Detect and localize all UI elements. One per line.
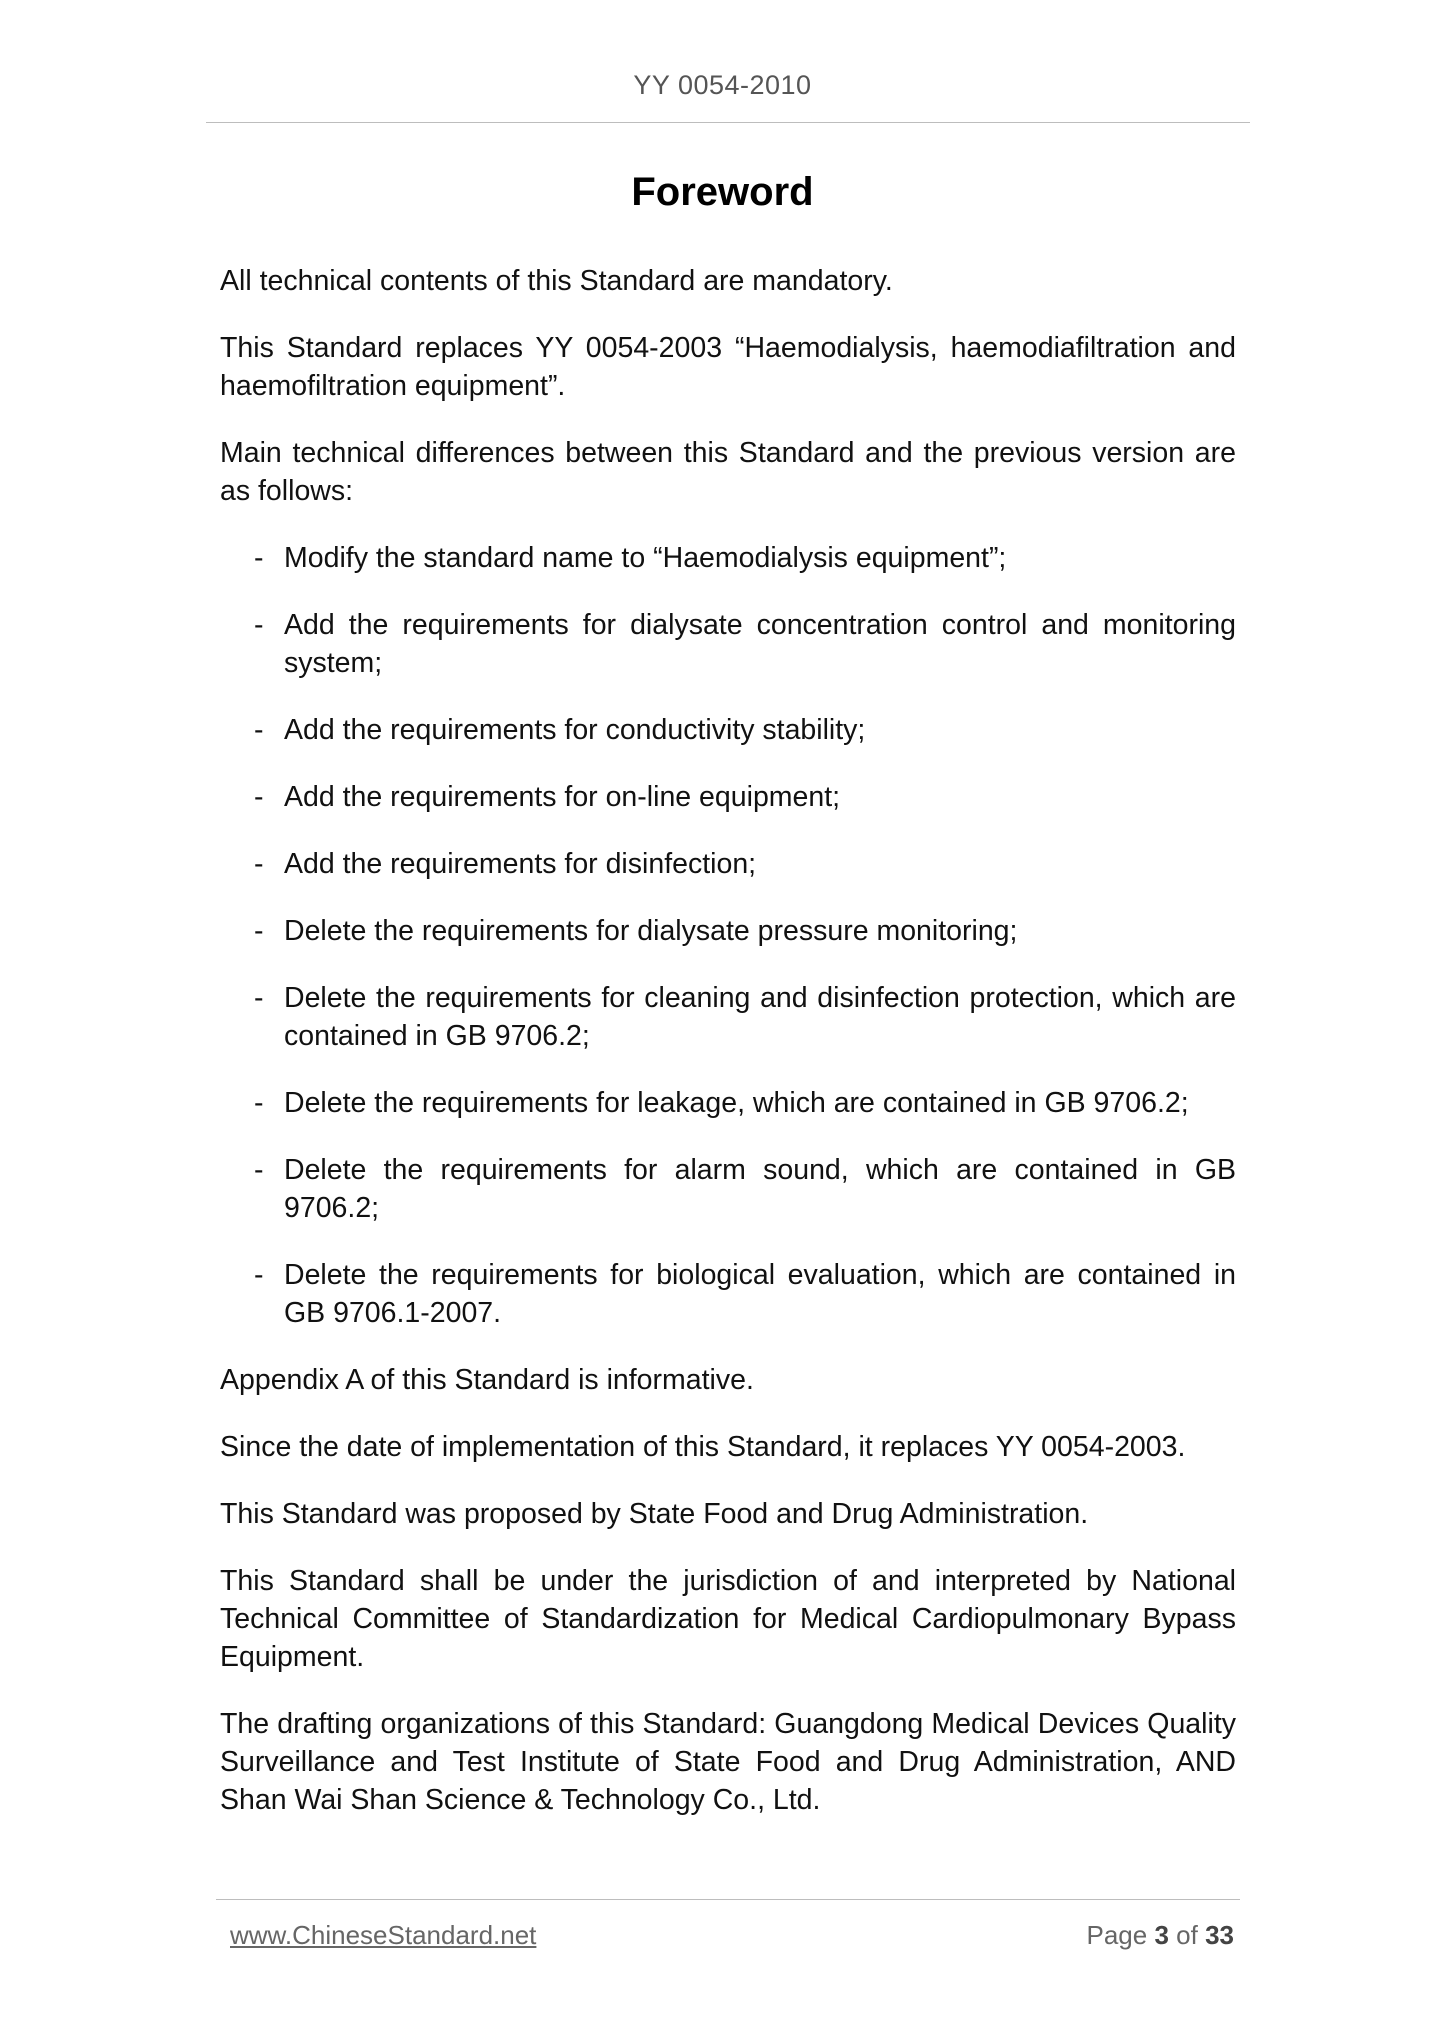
page-word: Page [1086,1920,1148,1950]
bullet-dash: - [254,609,264,641]
list-item [220,1084,1236,1122]
page-of: of [1176,1920,1198,1950]
bullet-dash: - [254,714,264,746]
list-item [220,845,1236,883]
list-item [220,539,1236,577]
header-divider [206,122,1250,123]
page-current: 3 [1154,1920,1169,1950]
list-item-text: Add the requirements for disinfection; [284,848,757,880]
bullet-dash: - [254,982,264,1014]
list-item [220,1256,1236,1332]
header-standard-code: YY 0054-2010 [633,70,812,100]
list-item-text: Add the requirements for on-line equipment; [284,781,841,813]
bullet-dash: - [254,848,264,880]
list-item [220,711,1236,749]
list-item-text: Delete the requirements for leakage, which are contained in GB 9706.2; [284,1087,1189,1119]
list-item-text: Modify the standard name to “Haemodialysis equipment”; [284,542,1007,574]
bullet-dash: - [254,1154,264,1186]
list-item [220,1151,1236,1227]
paragraph-appendix: Appendix A of this Standard is informative. [220,1364,754,1396]
paragraph-replaces: This Standard replaces YY 0054-2003 “Haemodialysis, haemodiafiltration and haemofiltration equipment”. [220,332,1236,402]
list-item-text: Add the requirements for conductivity stability; [284,714,866,746]
paragraph-drafting-organizations: The drafting organizations of this Standard: Guangdong Medical Devices Quality Surveillance and Test Institute of State Food and Drug Administration, AND Shan Wai Shan Science & Technology Co., Ltd. [220,1708,1236,1816]
bullet-dash: - [254,1087,264,1119]
list-item-text: Delete the requirements for cleaning and disinfection protection, which are contained in GB 9706.2; [284,982,1236,1052]
footer-website-link[interactable]: www.ChineseStandard.net [230,1920,537,1950]
bullet-dash: - [254,1259,264,1291]
page-title: Foreword [631,170,814,214]
list-item-text: Add the requirements for dialysate concentration control and monitoring system; [284,609,1236,679]
list-item [220,912,1236,950]
bullet-dash: - [254,915,264,947]
paragraph-jurisdiction: This Standard shall be under the jurisdiction of and interpreted by National Technical Committee of Standardization for Medical Cardiopulmonary Bypass Equipment. [220,1565,1236,1673]
bullet-dash: - [254,781,264,813]
list-item [220,778,1236,816]
list-item-text: Delete the requirements for dialysate pressure monitoring; [284,915,1018,947]
list-item-text: Delete the requirements for biological evaluation, which are contained in GB 9706.1-2007. [284,1259,1236,1329]
list-item [220,979,1236,1055]
list-item-text: Delete the requirements for alarm sound, which are contained in GB 9706.2; [284,1154,1236,1224]
page-total: 33 [1205,1920,1234,1950]
paragraph-differences-intro: Main technical differences between this Standard and the previous version are as follows: [220,437,1236,507]
document-body [220,262,1236,1848]
paragraph-mandatory: All technical contents of this Standard are mandatory. [220,265,893,297]
bullet-dash: - [254,542,264,574]
paragraph-proposed-by: This Standard was proposed by State Food and Drug Administration. [220,1498,1089,1530]
footer-divider [216,1899,1240,1900]
footer-page-number [1086,1920,1234,1951]
list-item [220,606,1236,682]
paragraph-implementation: Since the date of implementation of this Standard, it replaces YY 0054-2003. [220,1431,1186,1463]
